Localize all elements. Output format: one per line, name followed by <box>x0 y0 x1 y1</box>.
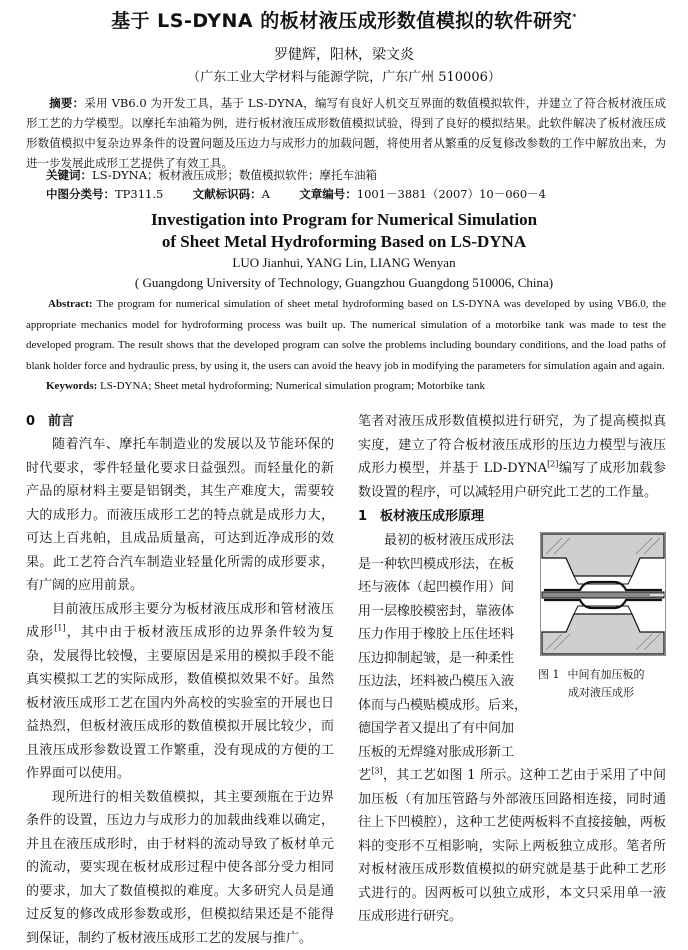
section-1-wrapped-text <box>358 529 534 764</box>
left-column <box>26 410 334 950</box>
doc-code-label: 文献标识码： <box>193 187 262 201</box>
intro-continuation <box>358 410 666 504</box>
abstract-en <box>26 294 666 376</box>
wrap-line: 压边抑制起皱，是一种柔性 <box>358 647 534 671</box>
figure-caption-text-1: 中间有加压板的 <box>568 668 645 681</box>
wrap-line: 压板的无焊缝对胀成形新工 <box>358 741 534 765</box>
paper-title-cn <box>0 6 688 33</box>
section-1-heading: 1 板材液压成形原理 <box>358 505 484 528</box>
wrap-line: 是一种软凹模成形法，在板 <box>358 553 534 577</box>
citation-1: [1] <box>54 624 65 633</box>
wrap-line: 德国学者又提出了有中间加 <box>358 717 534 741</box>
abstract-cn-text: 采用 VB6.0 为开发工具，基于 LS-DYNA，编写有良好人机交互界面的数值模拟软件，并建立了符合板材液压成形工艺的力学模型。以摩托车油箱为例，进行板材液压成形数值模拟试验，得到了良好的模拟结果。此软件解决了板材液压成形数值模拟中复杂边界条件的设置问题及压边力与成形力的加载问题，将使用者从繁重的反复修改参数的工作中解放出来，为进一步发展此成形工艺提供了有效工具。 <box>26 96 666 170</box>
keywords-cn <box>46 167 377 183</box>
figure-caption-line-1 <box>538 666 666 684</box>
clc-value: TP311.5 <box>115 187 163 201</box>
keywords-cn-label: 关键词： <box>46 168 92 182</box>
intro-continuation-a: 笔者对液压成形数值模拟进行研究，为了提高模拟真实度，建立了符合板材液压成形的压边力模型与液压成形力模型，并基于 LD-DYNA <box>358 414 666 476</box>
keywords-en-text: LS-DYNA; Sheet metal hydroforming; Numerical simulation program; Motorbike tank <box>100 380 485 392</box>
paper-title-cn-text: 基于 LS-DYNA 的板材液压成形数值模拟的软件研究 <box>111 10 572 32</box>
section-0-paragraph-2-a: 目前液压成形主要分为板材液压成形和管材液压成形 <box>26 602 334 641</box>
citation-3: [3] <box>371 767 382 776</box>
wrap-line: 压边法，坯料被凸模压入液 <box>358 670 534 694</box>
abstract-en-label: Abstract: <box>48 298 93 310</box>
affiliation-en: ( Guangdong University of Technology, Guangzhou Guangdong 510006, China) <box>0 275 688 291</box>
figure-1-caption <box>538 666 666 702</box>
keywords-en <box>46 380 485 392</box>
section-0-paragraph-2 <box>26 598 334 786</box>
section-0-paragraph-1: 随着汽车、摩托车制造业的发展以及节能环保的时代要求，零件轻量化要求日益强烈。而轻量化的新产品的原材料主要是铝钢类，其生产难度大，需要较大的成形力。而液压成形工艺的特点就是成形力大，可达上百兆帕，且成品质量高，可达到近净成形的效果。此工艺符合汽车制造业轻量化所需的成形要求，有广阔的应用前景。 <box>26 433 334 598</box>
wrap-line: 体而与凸模贴模成形。后来， <box>358 694 534 718</box>
paper-title-en-line1: Investigation into Program for Numerical Simulation <box>0 210 688 230</box>
section-0-heading: 0 前言 <box>26 410 334 433</box>
wrap-line: 压力作用于橡胶上压住坯料 <box>358 623 534 647</box>
paper-title-en-line2: of Sheet Metal Hydroforming Based on LS-DYNA <box>0 232 688 252</box>
figure-caption-text-2: 成对液压成形 <box>538 684 666 702</box>
wrap-line: 用一层橡胶模密封，靠液体 <box>358 600 534 624</box>
intermediate-pressure-plate <box>542 592 664 598</box>
abstract-en-text: The program for numerical simulation of sheet metal hydroforming based on LS-DYNA was developed by using VB6.0, the appropriate mechanics model for hydroforming process was built up. The numerical simulation of a motorbike tank was made to test the developed program. The result shows that the developed program can solve the problems including boundary conditions, and the load paths of blank holder force and hydraulic press, by using it, the users can avoid the heavy job in modifying the parameters for simulation again and again. <box>26 298 666 372</box>
abstract-cn-label: 摘要： <box>49 96 84 110</box>
citation-2: [2] <box>547 460 558 469</box>
right-column-intro <box>358 410 666 504</box>
authors-en: LUO Jianhui, YANG Lin, LIANG Wenyan <box>0 255 688 271</box>
classification-line <box>46 186 546 202</box>
authors-cn: 罗健辉，阳林，梁文炎 <box>0 44 688 64</box>
section-1-continuation <box>358 764 666 929</box>
wrap-line: 坯与液体（起凹模作用）间 <box>358 576 534 600</box>
keywords-cn-text: LS-DYNA；板材液压成形；数值模拟软件；摩托车油箱 <box>92 168 377 182</box>
intro-continuation-b: 编写了成形加载参数设置的程序，可以减轻用户研究此工艺的工作量。 <box>358 461 666 500</box>
abstract-cn <box>26 93 666 173</box>
figure-number: 图 1 <box>538 668 560 681</box>
continuation-text: ，其工艺如图 1 所示。这种工艺由于采用了中间加压板（有加压管路与外部液压回路相连接，同时通往上下凹模腔），这种工艺使两板料不直接接触，两板料的变形不互相影响，实际上两板独立成形。笔者所对板材液压成形数值模拟的研究就是基于此种工艺形式进行的。因两板可以独立成形，本文只采用单一液压成形进行研究。 <box>358 768 666 924</box>
article-number-value: 1001－3881（2007）10－060－4 <box>357 187 546 201</box>
section-0-paragraph-2-b: ，其中由于板材液压成形的边界条件较为复杂，发展得比较慢，主要原因是采用的模拟手段不能真实模拟工艺的实际成形，数值模拟效果不好。虽然板材液压成形工艺在国内外高校的实验室的开展也日益热烈，但板材液压成形的数值模拟开展比较少，而且液压成形参数设置工作繁重，没有现成的方便的工作界面可以使用。 <box>26 625 334 781</box>
wrap-line: 最初的板材液压成形法 <box>358 529 534 553</box>
doc-code-value: A <box>262 187 270 201</box>
title-footnote-mark: * <box>572 13 577 22</box>
article-number-label: 文章编号： <box>299 187 357 201</box>
figure-1-diagram <box>540 532 666 656</box>
keywords-en-label: Keywords: <box>46 380 97 392</box>
continuation-prefix: 艺 <box>358 768 371 783</box>
section-0-paragraph-3: 现所进行的相关数值模拟，其主要颈瓶在于边界条件的设置，压边力与成形力的加载曲线难以确定，并且在液压成形时，由于材料的流动导致了板材单元的流动，要实现在板材成形过程中使各部分受力相同的要求，加大了数值模拟的难度。大多研究人员是通过反复的修改成形参数或形，但模拟结果还是不能得到保证，制约了板材液压成形工艺的发展与推广。 <box>26 786 334 950</box>
affiliation-cn: （广东工业大学材料与能源学院，广东广州 510006） <box>0 66 688 85</box>
clc-label: 中图分类号： <box>46 187 115 201</box>
